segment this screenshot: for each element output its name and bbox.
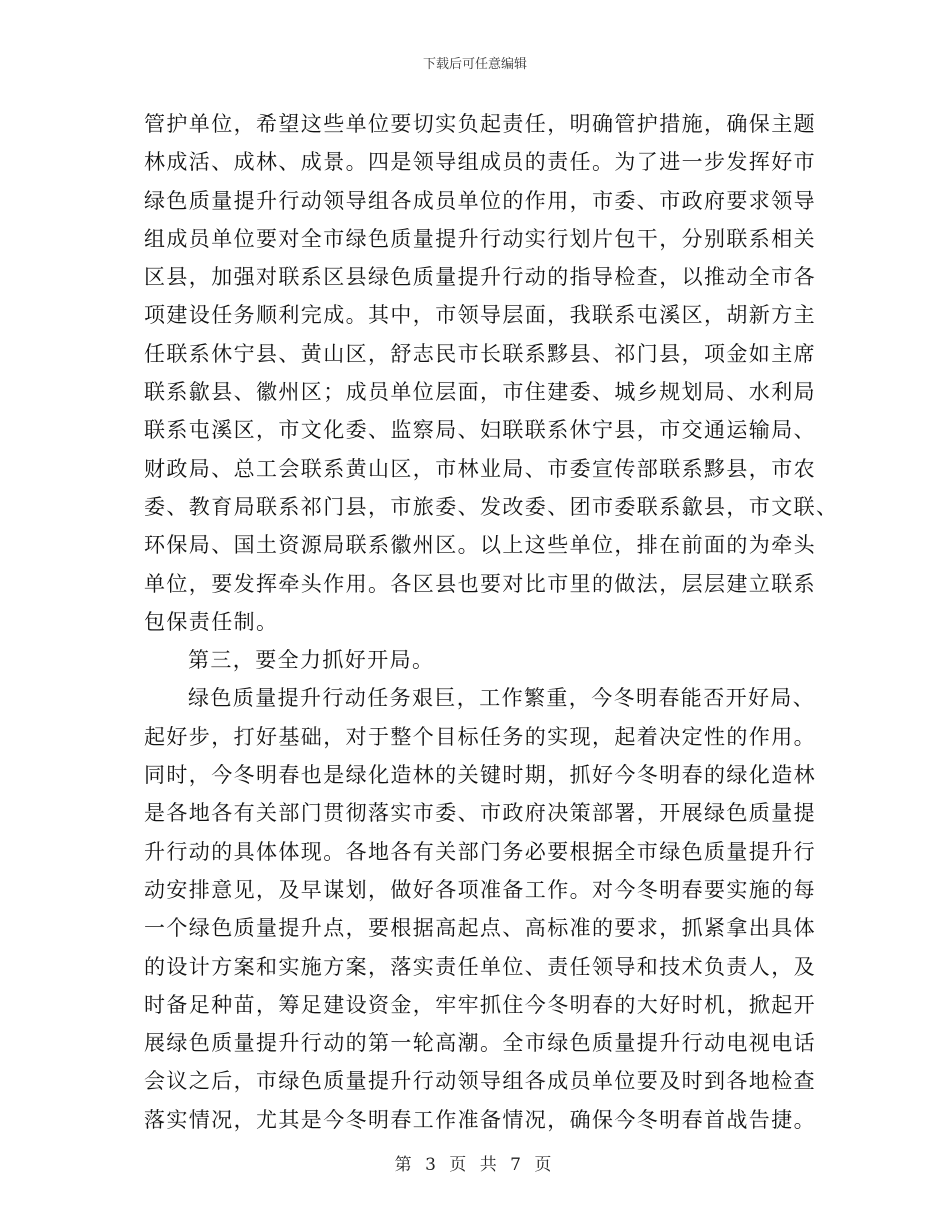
text-line: 联系歙县、徽州区；成员单位层面，市住建委、城乡规划局、水利局 — [144, 380, 816, 405]
text-line: 任联系休宁县、黄山区，舒志民市长联系黟县、祁门县，项金如主席 — [144, 341, 816, 366]
text-line: 管护单位，希望这些单位要切实负起责任，明确管护措施，确保主题 — [144, 112, 816, 136]
text-line: 动安排意见，及早谋划，做好各项准备工作。对今冬明春要实施的每 — [144, 877, 816, 902]
text-line: 落实情况，尤其是今冬明春工作准备情况，确保今冬明春首战告捷。 — [144, 1107, 816, 1132]
text-line: 一个绿色质量提升点，要根据高起点、高标准的要求，抓紧拿出具体 — [144, 916, 816, 941]
text-line: 时备足种苗，筹足建设资金，牢牢抓住今冬明春的大好时机，掀起开 — [144, 992, 816, 1017]
page-header: 下载后可任意编辑 — [422, 57, 527, 72]
text-line: 的设计方案和实施方案，落实责任单位、责任领导和技术负责人，及 — [144, 954, 816, 979]
text-line: 环保局、国土资源局联系徽州区。以上这些单位，排在前面的为牵头 — [144, 533, 816, 558]
text-line: 起好步，打好基础，对于整个目标任务的实现，起着决定性的作用。 — [144, 724, 816, 749]
text-line: 绿色质量提升行动任务艰巨，工作繁重，今冬明春能否开好局、 — [188, 686, 816, 711]
text-line: 单位，要发挥牵头作用。各区县也要对比市里的做法，层层建立联系 — [144, 571, 816, 596]
text-line: 财政局、总工会联系黄山区，市林业局、市委宣传部联系黟县，市农 — [144, 456, 816, 481]
text-line: 会议之后，市绿色质量提升行动领导组各成员单位要及时到各地检查 — [144, 1069, 816, 1094]
text-line: 林成活、成林、成景。四是领导组成员的责任。为了进一步发挥好市 — [144, 150, 816, 175]
text-line: 同时，今冬明春也是绿化造林的关键时期，抓好今冬明春的绿化造林 — [144, 763, 816, 788]
text-line: 绿色质量提升行动领导组各成员单位的作用，市委、市政府要求领导 — [144, 188, 816, 213]
document-body — [144, 105, 839, 1139]
text-line: 是各地各有关部门贯彻落实市委、市政府决策部署，开展绿色质量提 — [144, 801, 816, 826]
text-line: 联系屯溪区，市文化委、监察局、妇联联系休宁县，市交通运输局、 — [144, 418, 816, 443]
page-number-footer: 第 3 页 共 7 页 — [394, 1155, 556, 1175]
text-line: 展绿色质量提升行动的第一轮高潮。全市绿色质量提升行动电视电话 — [144, 1031, 816, 1056]
text-line: 包保责任制。 — [144, 609, 279, 634]
text-line: 升行动的具体体现。各地各有关部门务必要根据全市绿色质量提升行 — [144, 839, 816, 864]
text-line: 项建设任务顺利完成。其中，市领导层面，我联系屯溪区，胡新方主 — [144, 303, 816, 328]
text-line: 组成员单位要对全市绿色质量提升行动实行划片包干，分别联系相关 — [144, 226, 816, 251]
text-line: 委、教育局联系祁门县，市旅委、发改委、团市委联系歙县，市文联、 — [144, 494, 839, 519]
text-line: 区县，加强对联系区县绿色质量提升行动的指导检查，以推动全市各 — [144, 265, 816, 290]
text-line: 第三，要全力抓好开局。 — [188, 648, 435, 673]
